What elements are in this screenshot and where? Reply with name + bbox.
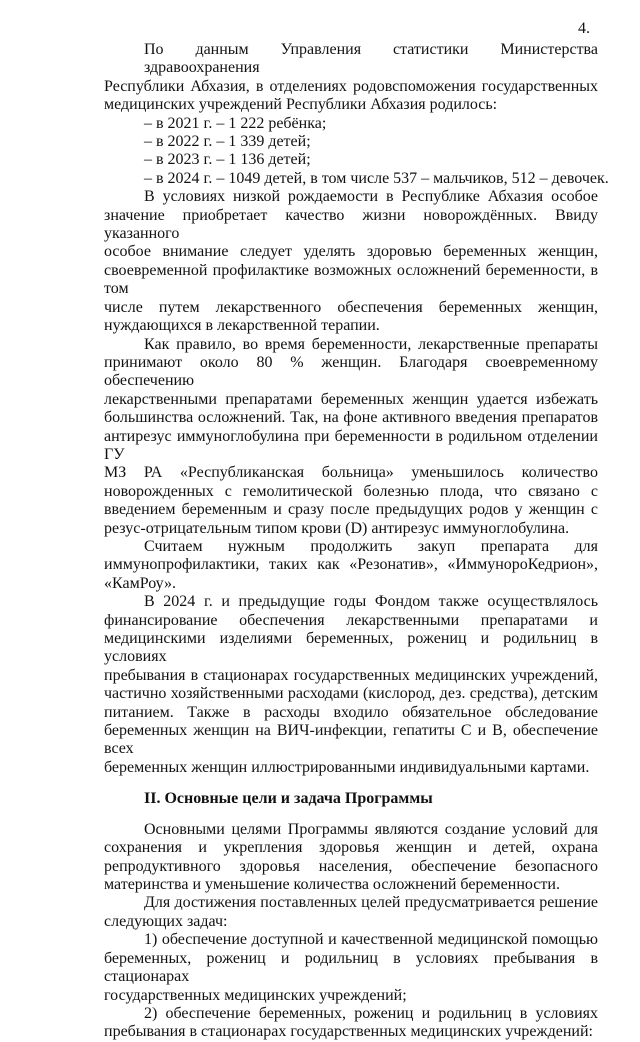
text-line: значение приобретает качество жизни новорождённых. Ввиду указанного	[104, 206, 598, 243]
text-line: – в 2024 г. – 1049 детей, в том числе 537 – мальчиков, 512 – девочек.	[144, 169, 609, 187]
text-line: государственных медицинских учреждений;	[104, 986, 407, 1004]
text-line: сохранения и укрепления здоровья женщин и детей, охрана	[104, 839, 598, 857]
text-line: беременных женщин иллюстрированными индивидуальными картами.	[104, 758, 590, 776]
paragraph	[104, 821, 598, 895]
text-line: – в 2023 г. – 1 136 детей;	[144, 151, 311, 169]
text-line: «КамРоу».	[104, 574, 176, 592]
text-line: резус-отрицательным типом крови (D) антирезус иммуноглобулина.	[104, 519, 570, 537]
text-line: принимают около 80 % женщин. Благодаря своевременному обеспечению	[104, 353, 598, 390]
text-line: 2) обеспечение беременных, рожениц и родильниц в условиях	[144, 1004, 598, 1022]
list-item	[104, 133, 598, 151]
text-line: Республики Абхазия, в отделениях родовспоможения государственных	[104, 77, 598, 95]
text-line: пребывания в стационарах государственных медицинских учреждений,	[104, 666, 598, 684]
text-line: II. Основные цели и задача Программы	[144, 789, 433, 807]
text-line: новорожденных с гемолитической болезнью плода, что связано с	[104, 482, 598, 500]
text-line: медицинскими изделиями беременных, рожениц и родильниц в условиях	[104, 630, 598, 666]
text-line: Основными целями Программы являются создание условий для	[144, 820, 598, 838]
text-line: особое внимание следует уделять здоровью беременных женщин,	[104, 243, 598, 261]
text-line: Как правило, во время беременности, лекарственные препараты	[144, 335, 598, 353]
text-line: Считаем нужным продолжить закуп препарата для	[144, 537, 598, 555]
paragraph	[104, 894, 598, 931]
text-line: финансирование обеспечения лекарственными препаратами и	[104, 611, 598, 629]
text-line: 1) обеспечение доступной и качественной медицинской помощью	[144, 931, 598, 949]
text-line: материнства и уменьшение количества осложнений беременности.	[104, 876, 560, 894]
document-body	[104, 41, 609, 1042]
text-line: лекарственными препаратами беременных женщин удается избежать	[104, 390, 598, 408]
paragraph	[104, 41, 598, 115]
text-line: МЗ РА «Республиканская больница» уменьшилось количество	[104, 464, 598, 482]
section-heading	[104, 790, 598, 808]
text-line: репродуктивного здоровья населения, обеспечение безопасного	[104, 857, 598, 875]
text-line: медицинских учреждений Республики Абхазия родилось:	[104, 96, 498, 114]
text-line: пребывания в стационарах государственных медицинских учреждений:	[104, 1023, 593, 1041]
page-number: 4.	[578, 20, 590, 37]
text-line: иммунопрофилактики, таких как «Резонатив», «ИммунороКедрион»,	[104, 556, 598, 574]
text-line: частично хозяйственными расходами (кислород, дез. средства), детским	[104, 685, 598, 703]
text-line: своевременной профилактике возможных осложнений беременности, в том	[104, 261, 598, 298]
list-item	[104, 151, 598, 169]
text-line: В 2024 г. и предыдущие годы Фондом также осуществлялось	[144, 593, 598, 611]
text-line: антирезус иммуноглобулина при беременности в родильном отделении ГУ	[104, 427, 598, 463]
text-line: По данным Управления статистики Министерства здравоохранения	[144, 41, 598, 77]
paragraph	[104, 188, 598, 335]
list-item	[104, 169, 609, 188]
text-line: числе путем лекарственного обеспечения беременных женщин,	[104, 298, 598, 316]
text-line: беременных, рожениц и родильниц в условиях пребывания в стационарах	[104, 949, 598, 986]
text-line: беременных женщин на ВИЧ-инфекции, гепатиты С и В, обеспечение всех	[104, 722, 598, 758]
text-line: следующих задач:	[104, 912, 228, 930]
text-line: питанием. Также в расходы входило обязательное обследование	[104, 703, 598, 721]
text-line: большинства осложнений. Так, на фоне активного введения препаратов	[104, 409, 598, 427]
list-item	[104, 115, 598, 133]
text-line: – в 2022 г. – 1 339 детей;	[144, 133, 311, 151]
paragraph	[104, 336, 598, 538]
text-line: нуждающихся в лекарственной терапии.	[104, 317, 380, 335]
paragraph	[104, 593, 598, 777]
text-line: – в 2021 г. – 1 222 ребёнка;	[144, 114, 327, 132]
text-line: В условиях низкой рождаемости в Республике Абхазия особое	[144, 188, 598, 206]
text-line: введением беременным и сразу после предыдущих родов у женщин с	[104, 501, 598, 519]
text-line: Для достижения поставленных целей предусматривается решение	[144, 894, 598, 912]
paragraph	[104, 931, 598, 1005]
paragraph	[104, 538, 598, 593]
paragraph	[104, 1005, 598, 1042]
